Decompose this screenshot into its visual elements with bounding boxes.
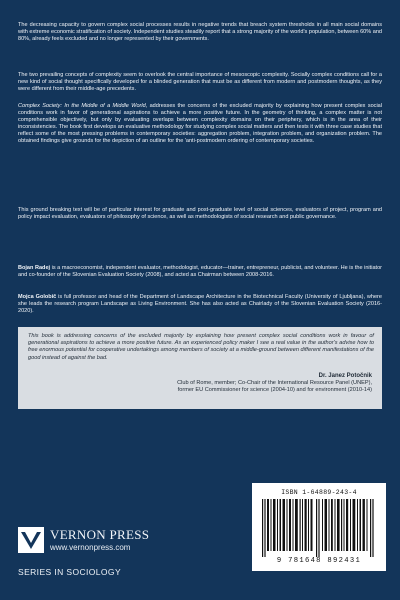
barcode-bars: [260, 499, 378, 557]
endorsement-affiliation: Club of Rome, member; Co-Chair of the International Resource Panel (UNEP),: [177, 380, 372, 387]
bio-text: [18, 294, 382, 315]
vernon-press-logo-icon: [18, 527, 44, 553]
author-bio-radej: [18, 265, 382, 285]
isbn-label: ISBN 1-64889-243-4: [281, 489, 357, 496]
paragraph-text: The decreasing capacity to govern complex social processes results in negative trends that breach system thresholds in all main social domains with extreme economic stratification of society. Independent studies steadily report that a strong majority of the world's population, between 60% and 80%, already feels excluded and no longer represented by their governments.: [18, 22, 382, 43]
barcode-digits: 9 781648 892431: [276, 557, 362, 565]
isbn-barcode: [252, 483, 386, 571]
endorsement-author: Dr. Janez Potočnik: [318, 373, 372, 379]
book-summary-paragraph: [18, 103, 382, 152]
publisher-url: www.vernonpress.com: [50, 543, 131, 552]
series-label: SERIES IN SOCIOLOGY: [18, 567, 122, 577]
audience-paragraph: [18, 207, 382, 227]
publisher-name: VERNON PRESS: [50, 527, 150, 542]
author-bio-golobic: [18, 294, 382, 321]
author-name: Bojan Radej: [18, 265, 51, 271]
summary-text: addresses the concerns of the excluded majority by explaining how present complex social conditions work in favor of generational aspirations to achieve a more positive future. In the geometry of thinking, a complex matter is not comprehensible objectively, but only by evaluating overlaps between complexity domains on their periphery, which is in the area of their inconsistencies. The book first develops an evaluative methodology for studying complex social matters and then tests it with three case studies that reflect some of the most pressing problems in contemporary societies: aggregation problem, integration problem, and organization problem. The obtained findings give grounds for the depiction of an outline for the 'anti-postmodern ordering of contemporary societies.: [18, 103, 382, 145]
book-title: Complex Society: In the Middle of a Middle World,: [18, 103, 148, 109]
bio-body: is a macroeconomist, independent evaluator, methodologist, educator—trainer, entrepreneur, publicist, and volunteer. He is the initiator and co-founder of the Slovenian Evaluation Society (2008), and acted as Chairman between 2008-2016.: [18, 265, 382, 279]
endorsement-affiliation: former EU Commissioner for science (2004-10) and for environment (2010-14): [177, 387, 372, 394]
paragraph-text: The two prevailing concepts of complexity seem to overlook the central importance of mesoscopic complexity. Socially complex conditions call for a new kind of social thought specifically developed for a blinded generation that must be as different from modern and postmodern thoughts, as they were different from their middle-age precedents.: [18, 72, 382, 93]
endorsement-author-block: [112, 373, 372, 395]
logo-mark: [18, 527, 44, 553]
paragraph-text: [18, 103, 382, 146]
endorsement-box: [18, 327, 382, 409]
bio-text: [18, 265, 382, 279]
author-name: Mojca Golobič: [18, 294, 57, 300]
endorsement-quote: This book is addressing concerns of the excluded majority by explaining how present complex social conditions work in favour of generational aspirations to achieve a more positive future. As an experienced policy maker I see a real value in the author's advise how to free enormous potential for cooperative undertakings among members of society at a middle-ground between different manifestations of the good instead of against the bad.: [28, 333, 374, 361]
intro-paragraph: [18, 22, 382, 49]
paragraph-text: This ground breaking text will be of particular interest for graduate and post-graduate level of social sciences, evaluators of project, program and policy impact evaluation, evaluators of philosophy of science, as well as methodologists of social research and public governance.: [18, 207, 382, 221]
bio-body: is full professor and head of the Department of Landscape Architecture in the Biotechnical Faculty (University of Ljubljana), where she leads the research program Landscape as Living Environment. She has also acted as Chairlady of the Slovenian Evaluation Society (2016-2020).: [18, 294, 382, 315]
complexity-paragraph: [18, 72, 382, 99]
